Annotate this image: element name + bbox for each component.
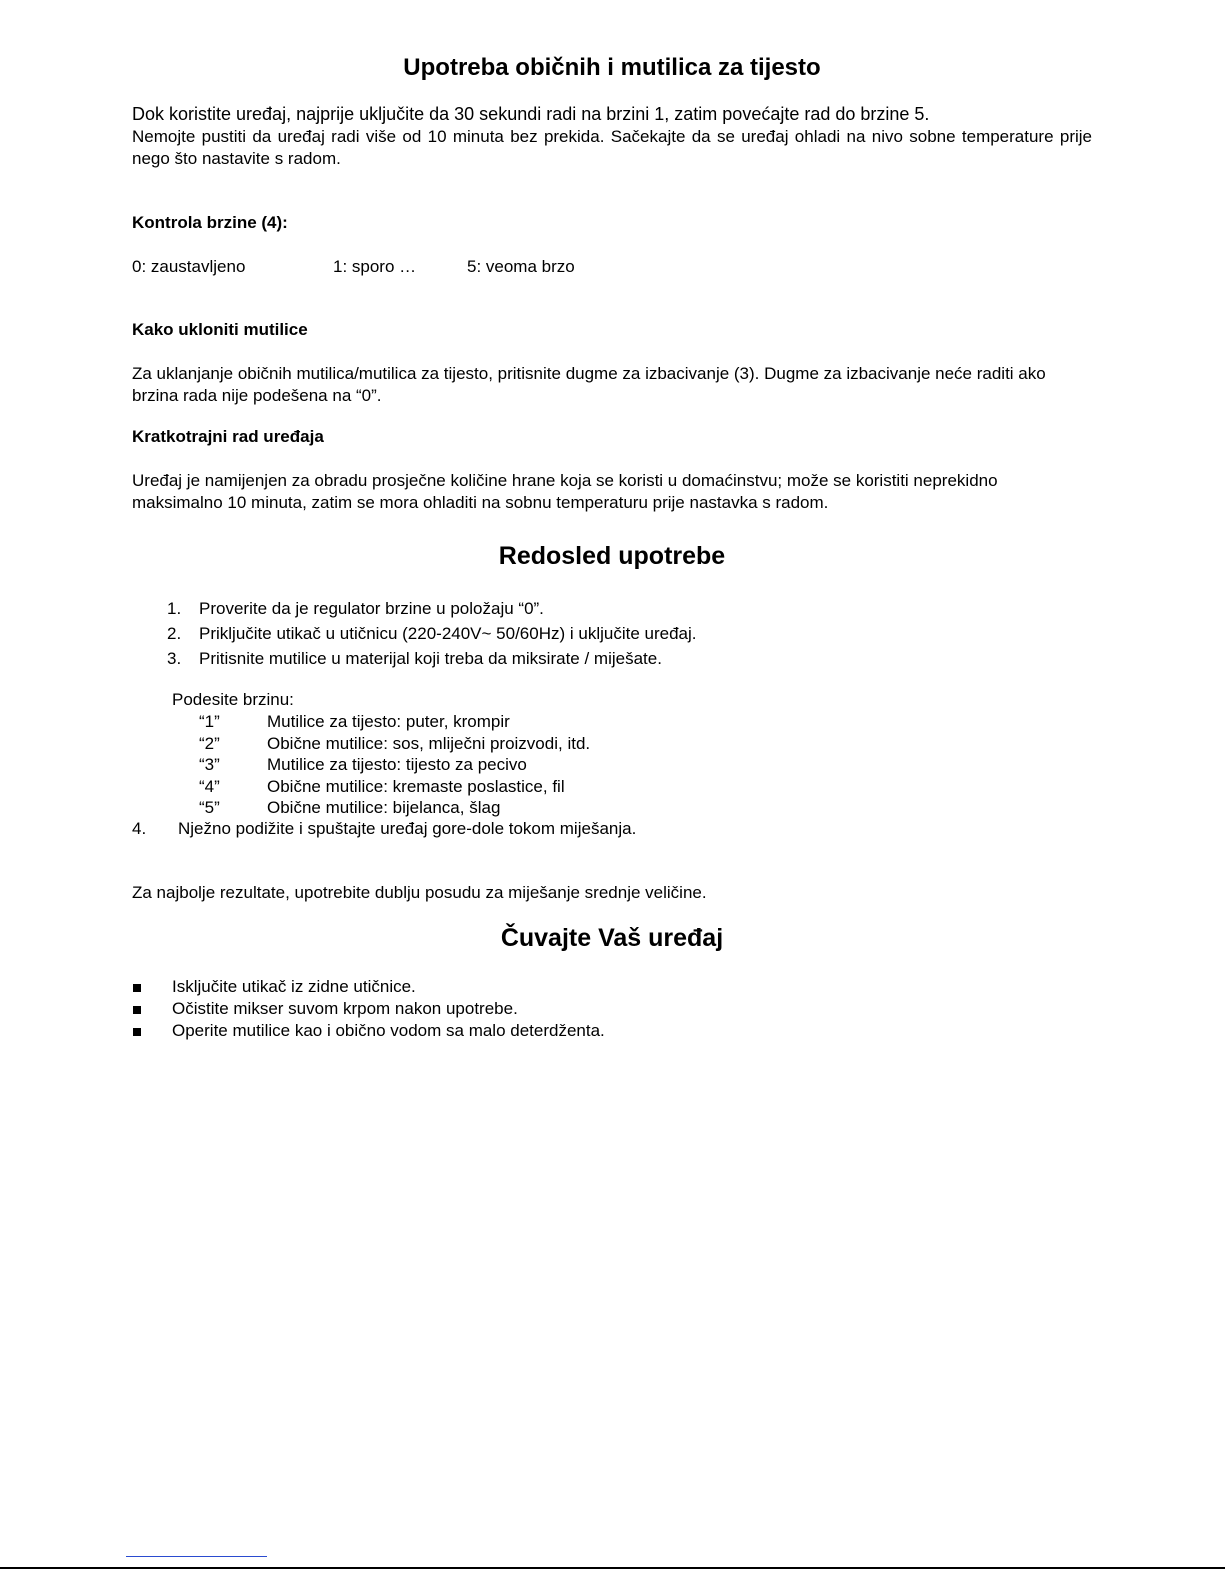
speed-description: Obične mutilice: kremaste poslastice, fil <box>267 776 565 796</box>
set-speed-label: Podesite brzinu: <box>172 690 294 709</box>
page-title: Upotreba običnih i mutilica za tijesto <box>403 54 821 81</box>
speed-code: “4” <box>199 776 220 796</box>
list-item <box>132 797 1032 819</box>
speed-code: “3” <box>199 755 220 774</box>
care-item-text: Isključite utikač iz zidne utičnice. <box>172 977 416 996</box>
usage-tip: Za najbolje rezultate, upotrebite dublju posudu za miješanje srednje veličine. <box>132 883 707 902</box>
list-item <box>132 646 1032 671</box>
speed-value-1: 1: sporo … <box>333 257 417 276</box>
list-item <box>132 621 1032 646</box>
list-item <box>132 711 1032 733</box>
short-use-text: Uređaj je namijenjen za obradu prosječne količine hrane koja se koristi u domaćinstvu; može se koristiti neprekidno maksimalno 10 minuta, zatim se mora ohladiti na sobnu temperaturu prije nastavka s radom. <box>132 471 998 512</box>
list-item <box>132 998 1032 1020</box>
speed-description: Obične mutilice: sos, mliječni proizvodi, itd. <box>267 733 591 753</box>
page-bottom-rule <box>0 1567 1225 1569</box>
square-bullet-icon <box>133 1006 141 1014</box>
short-use-heading: Kratkotrajni rad uređaja <box>132 427 324 446</box>
sequence-heading: Redosled upotrebe <box>498 542 726 570</box>
list-item <box>132 976 1032 998</box>
step-number: 1. <box>167 599 182 618</box>
square-bullet-icon <box>133 984 141 992</box>
footnote-separator <box>126 1556 267 1557</box>
speed-code: “1” <box>199 712 220 731</box>
intro-line-1: Dok koristite uređaj, najprije uključite da 30 sekundi radi na brzini 1, zatim povećajte rad do brzine 5. <box>132 104 930 124</box>
care-item-text: Očistite mikser suvom krpom nakon upotrebe. <box>172 999 518 1018</box>
speed-settings-list <box>132 711 1032 819</box>
step-text: Pritisnite mutilice u materijal koji treba da miksirate / miješate. <box>199 649 662 668</box>
list-item <box>132 596 1032 621</box>
step-number: 4. <box>132 819 147 838</box>
care-item-text: Operite mutilice kao i obično vodom sa malo deterdženta. <box>172 1021 605 1040</box>
speed-code: “5” <box>199 798 220 817</box>
list-item <box>132 754 1032 776</box>
step-number: 2. <box>167 624 182 643</box>
speed-description: Obične mutilice: bijelanca, šlag <box>267 798 501 817</box>
step-text: Priključite utikač u utičnicu (220-240V~ 50/60Hz) i uključite uređaj. <box>199 624 697 643</box>
speed-value-5: 5: veoma brzo <box>467 257 575 276</box>
step-number: 3. <box>167 649 182 668</box>
care-heading: Čuvajte Vaš uređaj <box>500 924 724 952</box>
intro-line-2: Nemojte pustiti da uređaj radi više od 10 minuta bez prekida. Sačekajte da se uređaj ohladi na nivo sobne temperature prije nego što nastavite s radom. <box>132 127 1092 168</box>
step-text: Nježno podižite i spuštajte uređaj gore-dole tokom miješanja. <box>178 819 637 838</box>
speed-value-0: 0: zaustavljeno <box>132 257 246 276</box>
remove-heading: Kako ukloniti mutilice <box>132 320 308 339</box>
list-item <box>132 733 1032 755</box>
sequence-steps <box>132 596 1032 671</box>
step-text: Proverite da je regulator brzine u položaju “0”. <box>199 599 544 618</box>
speed-description: Mutilice za tijesto: tijesto za pecivo <box>267 755 527 774</box>
step-4 <box>132 818 1092 840</box>
remove-text: Za uklanjanje običnih mutilica/mutilica za tijesto, pritisnite dugme za izbacivanje (3). Dugme za izbacivanje neće raditi ako brzina rada nije podešena na “0”. <box>132 364 1046 405</box>
care-list <box>132 976 1032 1042</box>
list-item <box>132 1020 1032 1042</box>
speed-control-values <box>132 256 1092 278</box>
speed-description: Mutilice za tijesto: puter, krompir <box>267 712 510 731</box>
square-bullet-icon <box>133 1028 141 1036</box>
speed-code: “2” <box>199 733 220 753</box>
list-item <box>132 776 1032 798</box>
speed-control-heading: Kontrola brzine (4): <box>132 213 288 232</box>
